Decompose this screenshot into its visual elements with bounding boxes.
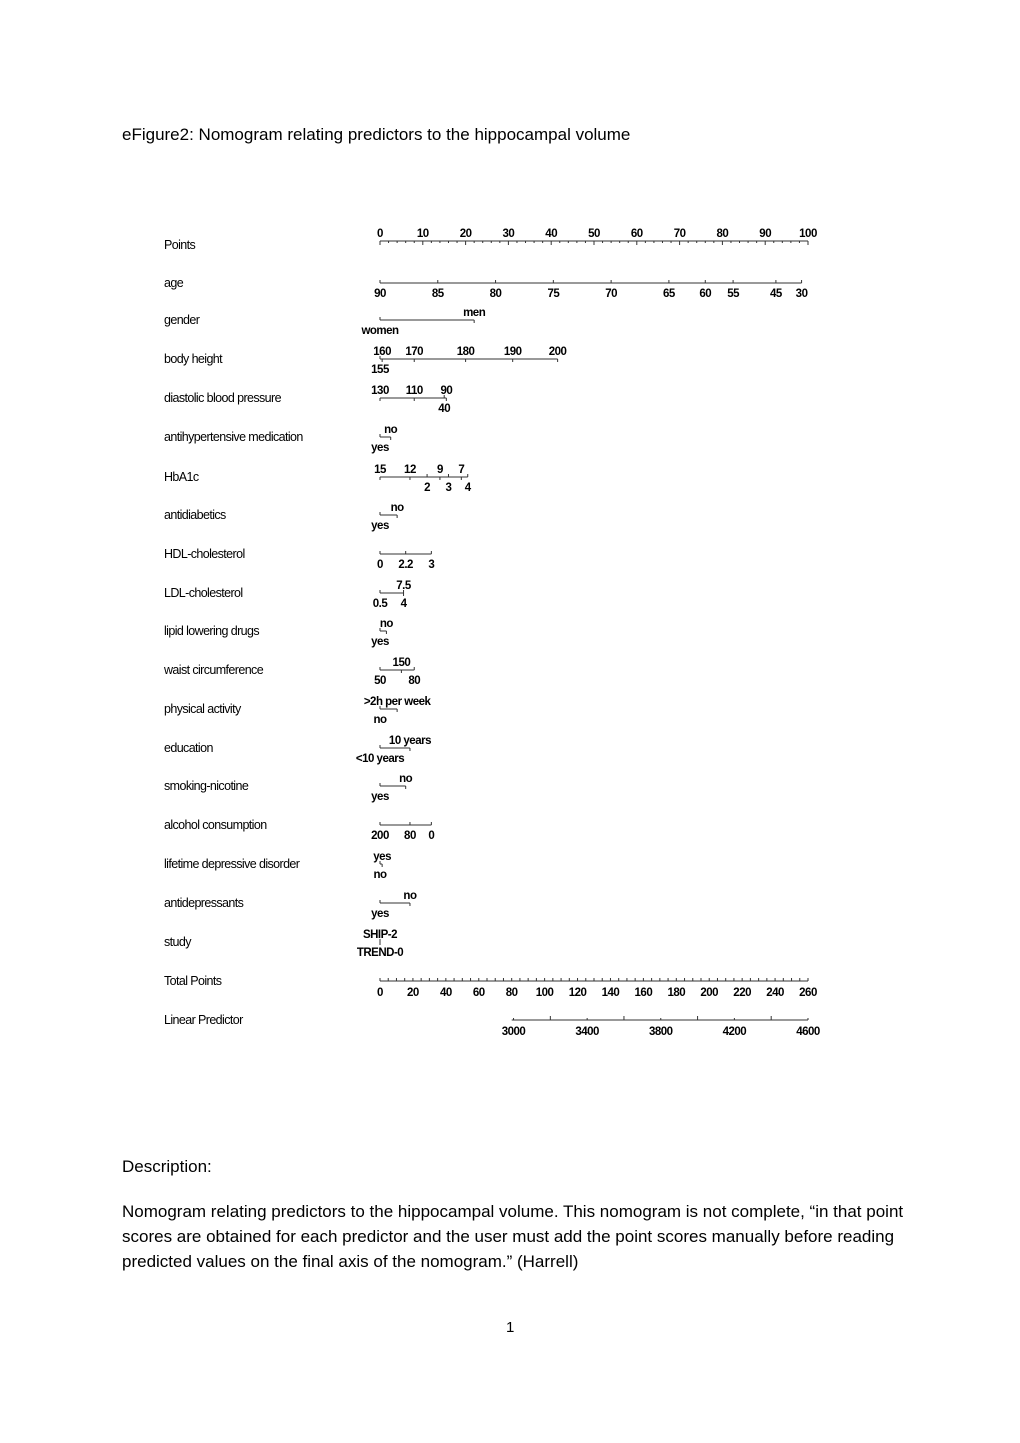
tick-label-education: 10 years [388, 735, 431, 747]
tick-label-waist-circumference: 80 [408, 675, 421, 687]
tick-label-body-height: 170 [405, 346, 424, 358]
tick-label-hba1c: 7 [458, 464, 465, 476]
tick-label-body-height: 160 [373, 346, 391, 358]
tick-label-study: SHIP-2 [362, 929, 398, 941]
page-number: 1 [506, 1319, 515, 1336]
tick-label-age: 75 [547, 288, 560, 300]
tick-label-diastolic-blood-pressure: 40 [438, 403, 451, 415]
figure-caption: eFigure2: Nomogram relating predictors to the hippocampal volume [122, 125, 631, 144]
tick-label-age: 90 [374, 288, 386, 300]
total-points-tick-label: 100 [535, 987, 554, 999]
row-label-age: age [164, 276, 184, 290]
points-axis-tick-label: 0 [377, 228, 383, 240]
total-points-tick-label: 160 [634, 987, 653, 999]
tick-label-ldl-cholesterol: 4 [400, 598, 407, 610]
row-label-study: study [164, 935, 191, 949]
tick-label-age: 55 [727, 288, 739, 300]
tick-label-hdl-cholesterol: 0 [377, 559, 383, 571]
tick-label-diastolic-blood-pressure: 90 [440, 385, 453, 397]
tick-label-body-height: 190 [503, 346, 522, 358]
description-heading: Description: [122, 1157, 212, 1176]
tick-label-ldl-cholesterol: 0.5 [372, 598, 388, 610]
tick-label-gender: women [361, 325, 399, 337]
row-label-antidiabetics: antidiabetics [164, 508, 226, 522]
description-text: Nomogram relating predictors to the hippocampal volume. This nomogram is not complete, “in that point scores are obtained for each predictor and the user must add the point scores manually before reading predicted values on the final axis of the nomogram.” (Harrell) [122, 1202, 904, 1271]
tick-label-lipid-lowering-drugs: yes [371, 636, 389, 648]
tick-label-hba1c: 12 [404, 464, 416, 476]
tick-label-antidiabetics: yes [371, 520, 389, 532]
tick-label-hba1c: 4 [464, 482, 471, 494]
total-points-tick-label: 260 [799, 987, 817, 999]
total-points-tick-label: 180 [667, 987, 686, 999]
total-points-tick-label: 140 [601, 987, 620, 999]
tick-label-waist-circumference: 150 [392, 657, 411, 669]
tick-label-education: <10 years [355, 753, 405, 765]
tick-label-hba1c: 9 [436, 464, 443, 476]
tick-label-physical-activity: >2h per week [363, 696, 431, 708]
total-points-tick-label: 240 [766, 987, 784, 999]
tick-label-lifetime-depressive-disorder: yes [373, 851, 391, 863]
tick-label-age: 80 [489, 288, 502, 300]
points-axis-label: Points [164, 238, 196, 252]
row-label-education: education [164, 741, 213, 755]
points-axis-tick-label: 70 [673, 228, 686, 240]
row-label-antidepressants: antidepressants [164, 896, 244, 910]
row-label-waist-circumference: waist circumference [164, 663, 264, 677]
tick-label-smoking-nicotine: no [399, 773, 413, 785]
total-points-tick-label: 0 [377, 987, 383, 999]
points-axis-tick-label: 80 [716, 228, 729, 240]
points-axis-tick-label: 50 [588, 228, 600, 240]
row-label-physical-activity: physical activity [164, 702, 241, 716]
linear-predictor-label: Linear Predictor [164, 1013, 243, 1027]
tick-label-hdl-cholesterol: 3 [428, 559, 435, 571]
linear-predictor-tick-label: 4600 [796, 1026, 820, 1038]
row-label-antihypertensive-medication: antihypertensive medication [164, 430, 303, 444]
tick-label-lipid-lowering-drugs: no [379, 618, 393, 630]
tick-label-age: 85 [431, 288, 444, 300]
linear-predictor-tick-label: 3400 [575, 1026, 599, 1038]
tick-label-alcohol-consumption: 80 [404, 830, 416, 842]
tick-label-alcohol-consumption: 0 [428, 830, 435, 842]
tick-label-age: 60 [699, 288, 712, 300]
total-points-tick-label: 40 [439, 987, 452, 999]
points-axis-tick-label: 60 [630, 228, 643, 240]
total-points-tick-label: 20 [407, 987, 419, 999]
tick-label-body-height: 200 [548, 346, 567, 358]
tick-label-antidiabetics: no [390, 502, 404, 514]
tick-label-smoking-nicotine: yes [371, 791, 389, 803]
total-points-tick-label: 120 [568, 987, 587, 999]
tick-label-hba1c: 2 [424, 482, 431, 494]
tick-label-gender: men [463, 307, 486, 319]
tick-label-physical-activity: no [373, 714, 387, 726]
total-points-label: Total Points [164, 974, 222, 988]
points-axis-tick-label: 10 [416, 228, 429, 240]
total-points-tick-label: 60 [472, 987, 485, 999]
linear-predictor-tick-label: 3000 [501, 1026, 526, 1038]
total-points-tick-label: 220 [733, 987, 751, 999]
tick-label-age: 65 [663, 288, 675, 300]
tick-label-age: 45 [770, 288, 782, 300]
tick-label-hba1c: 15 [374, 464, 386, 476]
tick-label-antidepressants: no [403, 890, 417, 902]
points-axis-tick-label: 30 [502, 228, 515, 240]
row-label-hdl-cholesterol: HDL-cholesterol [164, 547, 245, 561]
tick-label-lifetime-depressive-disorder: no [373, 869, 387, 881]
row-label-ldl-cholesterol: LDL-cholesterol [164, 586, 243, 600]
tick-label-body-height: 180 [456, 346, 475, 358]
tick-label-study: TREND-0 [356, 947, 404, 959]
row-label-alcohol-consumption: alcohol consumption [164, 818, 267, 832]
points-axis-tick-label: 20 [459, 228, 472, 240]
tick-label-diastolic-blood-pressure: 130 [371, 385, 389, 397]
tick-label-waist-circumference: 50 [374, 675, 386, 687]
tick-label-hdl-cholesterol: 2.2 [398, 559, 413, 571]
points-axis-tick-label: 100 [799, 228, 817, 240]
tick-label-antihypertensive-medication: no [384, 424, 398, 436]
tick-label-antidepressants: yes [371, 908, 389, 920]
points-axis-tick-label: 40 [545, 228, 558, 240]
row-label-body-height: body height [164, 352, 223, 366]
tick-label-age: 30 [795, 288, 808, 300]
row-label-diastolic-blood-pressure: diastolic blood pressure [164, 391, 281, 405]
tick-label-alcohol-consumption: 200 [371, 830, 389, 842]
row-label-lipid-lowering-drugs: lipid lowering drugs [164, 624, 260, 638]
linear-predictor-tick-label: 3800 [648, 1026, 673, 1038]
tick-label-body-height: 155 [371, 364, 389, 376]
points-axis-tick-label: 90 [759, 228, 772, 240]
linear-predictor-tick-label: 4200 [722, 1026, 747, 1038]
row-label-gender: gender [164, 313, 200, 327]
tick-label-antihypertensive-medication: yes [371, 442, 389, 454]
total-points-tick-label: 80 [505, 987, 518, 999]
tick-label-hba1c: 3 [445, 482, 452, 494]
row-label-hba1c: HbA1c [164, 470, 199, 484]
tick-label-age: 70 [605, 288, 618, 300]
row-label-smoking-nicotine: smoking-nicotine [164, 779, 249, 793]
tick-label-diastolic-blood-pressure: 110 [405, 385, 423, 397]
tick-label-ldl-cholesterol: 7.5 [396, 580, 411, 592]
row-label-lifetime-depressive-disorder: lifetime depressive disorder [164, 857, 300, 871]
total-points-tick-label: 200 [700, 987, 719, 999]
